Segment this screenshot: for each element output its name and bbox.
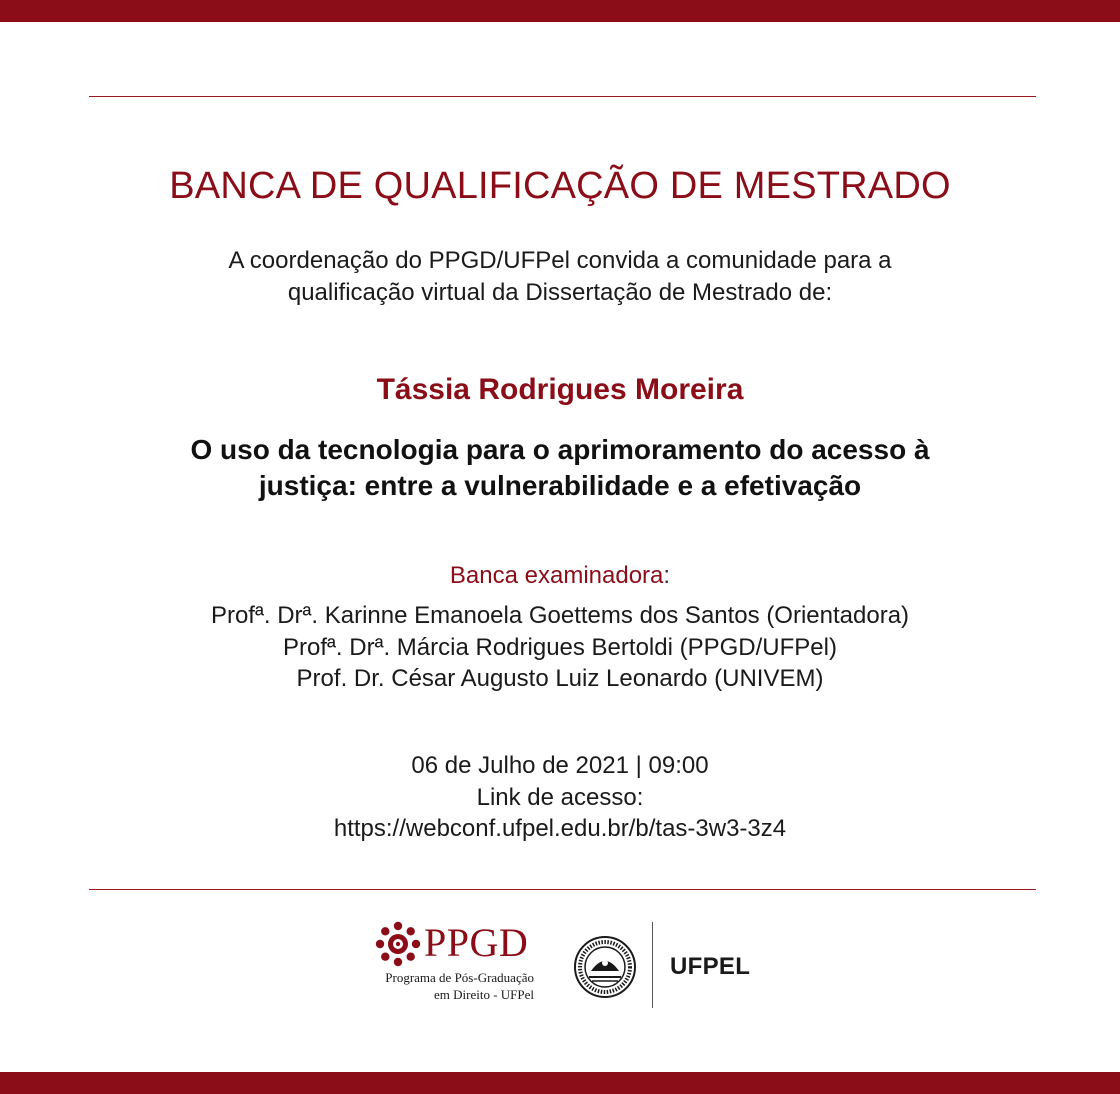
ppgd-logo-text: PPGD xyxy=(424,920,529,965)
committee-label-colon: : xyxy=(663,562,671,589)
thesis-title-line-2: justiça: entre a vulnerabilidade e a efetivação xyxy=(258,470,862,501)
invitation-line-2: qualificação virtual da Dissertação de Mestrado de: xyxy=(287,279,833,306)
access-link-url[interactable]: https://webconf.ufpel.edu.br/b/tas-3w3-3z4 xyxy=(333,815,787,842)
invitation-line-1: A coordenação do PPGD/UFPel convida a comunidade para a xyxy=(228,247,892,274)
logo-divider xyxy=(652,922,653,1008)
committee-members xyxy=(0,600,1120,695)
logo-row xyxy=(0,920,1120,1012)
author-name: Tássia Rodrigues Moreira xyxy=(376,373,744,406)
access-link-label: Link de acesso: xyxy=(476,783,644,811)
committee-member: Prof. Dr. César Augusto Luiz Leonardo (UNIVEM) xyxy=(296,665,824,692)
page-title: BANCA DE QUALIFICAÇÃO DE MESTRADO xyxy=(169,165,951,207)
committee-heading xyxy=(0,561,1120,591)
event-datetime: 06 de Julho de 2021 | 09:00 xyxy=(411,752,709,779)
event-details xyxy=(0,750,1120,845)
ufpel-logo-text: UFPEL xyxy=(670,953,751,980)
committee-member: Profª. Drª. Karinne Emanoela Goettems dos Santos (Orientadora) xyxy=(210,602,910,629)
top-divider xyxy=(89,96,1036,97)
committee-member: Profª. Drª. Márcia Rodrigues Bertoldi (PPGD/UFPel) xyxy=(283,633,837,661)
ufpel-seal-icon xyxy=(573,935,637,999)
ppgd-logo-subtitle xyxy=(368,969,534,1003)
committee-label: Banca examinadora xyxy=(449,562,664,589)
invitation-text xyxy=(0,245,1120,309)
bottom-band xyxy=(0,1072,1120,1094)
ppgd-flower-icon xyxy=(374,920,422,968)
top-band xyxy=(0,0,1120,22)
thesis-title-line-1: O uso da tecnologia para o aprimoramento do acesso à xyxy=(190,434,930,465)
thesis-title xyxy=(0,432,1120,504)
ppgd-subtitle-line-1: Programa de Pós-Graduação xyxy=(385,970,534,985)
ppgd-subtitle-line-2: em Direito - UFPel xyxy=(433,987,534,1002)
bottom-divider xyxy=(89,889,1036,890)
